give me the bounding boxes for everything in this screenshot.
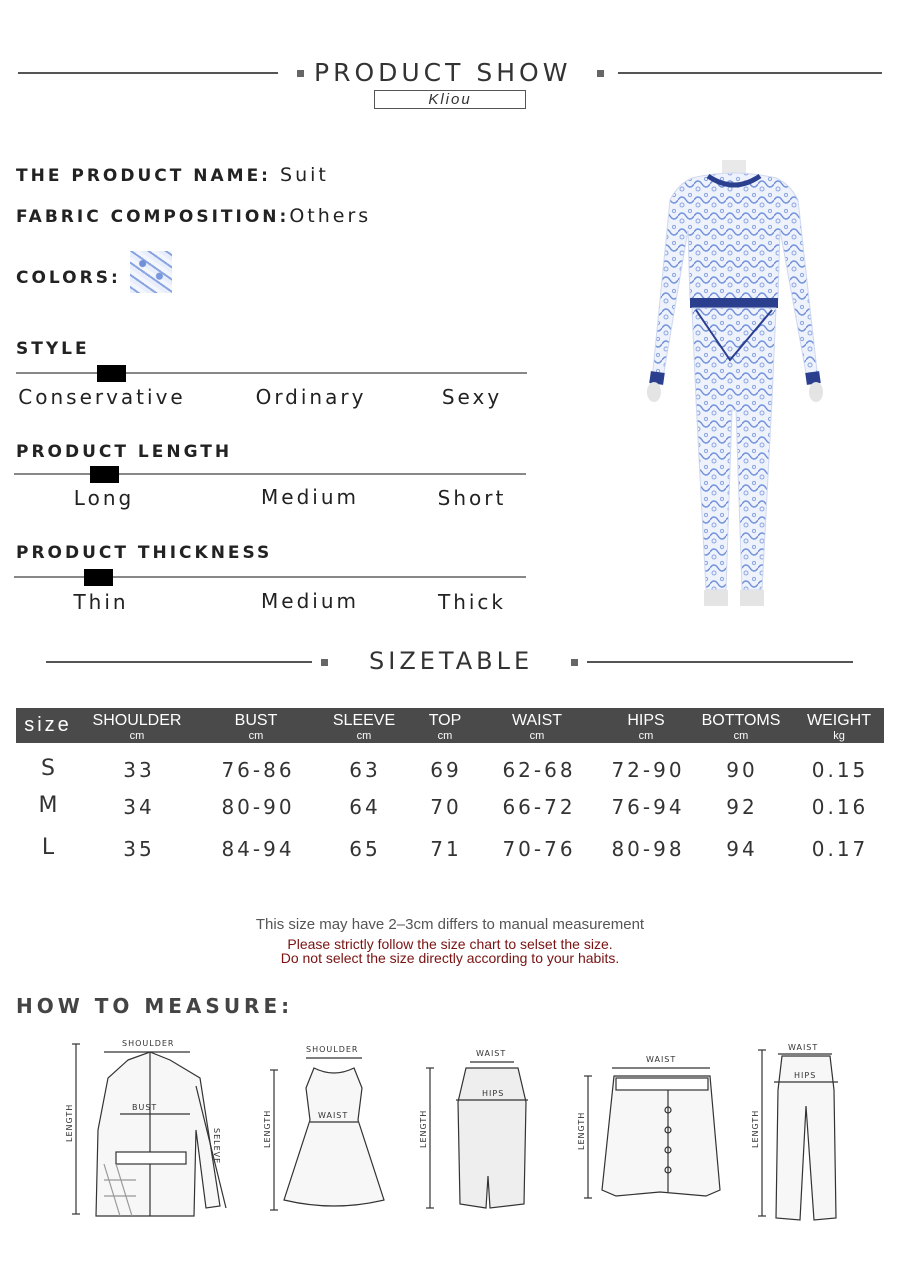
label-pants-hips: HIPS: [794, 1071, 817, 1080]
cell-bust: 76-86: [221, 758, 295, 782]
cell-size: L: [41, 835, 55, 860]
header-rule-left: [18, 72, 278, 74]
cell-size: M: [38, 793, 58, 818]
cell-shoulder: 35: [123, 837, 155, 861]
product-photo: [630, 160, 840, 610]
style-scale-line: [16, 372, 527, 374]
color-swatch[interactable]: [130, 251, 172, 293]
sizetable-bullet-right: [571, 659, 578, 666]
header-bullet-right: [597, 70, 604, 77]
label-skirt-length: LENGTH: [419, 1109, 428, 1148]
size-table-header: [16, 708, 884, 743]
header-weight: WEIGHT kg: [807, 712, 871, 742]
label-dress-waist: WAIST: [318, 1111, 349, 1120]
cell-sleeve: 65: [349, 837, 381, 861]
label-jacket-sleeve: SELEVE: [212, 1128, 221, 1165]
size-warning-2: Do not select the size directly according to your habits.: [280, 950, 620, 966]
fabric-label: FABRIC COMPOSITION:: [16, 207, 290, 227]
cell-shoulder: 34: [123, 795, 155, 819]
thickness-option-thick: Thick: [437, 590, 507, 614]
label-dress-shoulder: SHOULDER: [306, 1045, 359, 1054]
label-jacket-shoulder: SHOULDER: [122, 1039, 175, 1048]
sizetable-rule-left: [46, 661, 312, 663]
header-bottoms: BOTTOMS cm: [701, 712, 781, 742]
header-top: TOP cm: [428, 712, 462, 742]
length-option-medium: Medium: [261, 485, 359, 509]
header-bust: BUST cm: [234, 712, 278, 742]
length-title: PRODUCT LENGTH: [16, 442, 233, 462]
cell-shoulder: 33: [123, 758, 155, 782]
thickness-title: PRODUCT THICKNESS: [16, 543, 273, 563]
sizetable-title: SIZETABLE: [369, 647, 534, 675]
style-option-conservative: Conservative: [18, 385, 186, 409]
style-option-sexy: Sexy: [441, 385, 503, 409]
size-note: This size may have 2–3cm differs to manual measurement: [255, 916, 645, 933]
header-hips: HIPS cm: [627, 712, 665, 742]
cell-sleeve: 63: [349, 758, 381, 782]
cell-weight: 0.16: [811, 795, 869, 819]
label-shorts-length: LENGTH: [577, 1111, 586, 1150]
how-to-measure-title: HOW TO MEASURE:: [16, 994, 294, 1018]
jacket-diagram: [72, 1044, 226, 1216]
header-shoulder: SHOULDER cm: [92, 712, 182, 742]
cell-bottoms: 92: [726, 795, 758, 819]
cell-waist: 62-68: [502, 758, 576, 782]
dress-diagram: [270, 1058, 384, 1210]
header-rule-right: [618, 72, 882, 74]
thickness-option-medium: Medium: [261, 589, 359, 613]
length-option-short: Short: [437, 486, 507, 510]
cell-bottoms: 90: [726, 758, 758, 782]
cell-waist: 70-76: [502, 837, 576, 861]
label-dress-length: LENGTH: [263, 1109, 272, 1148]
colors-row: [16, 266, 121, 288]
thickness-marker: [84, 569, 113, 586]
header-waist: WAIST cm: [511, 712, 563, 742]
label-skirt-waist: WAIST: [476, 1049, 507, 1058]
colors-label: COLORS:: [16, 268, 121, 288]
skirt-diagram: [426, 1062, 528, 1208]
cell-bottoms: 94: [726, 837, 758, 861]
cell-bust: 84-94: [221, 837, 295, 861]
label-pants-waist: WAIST: [788, 1043, 819, 1052]
style-title: STYLE: [16, 339, 90, 359]
cell-top: 70: [430, 795, 462, 819]
page-title: PRODUCT SHOW: [314, 58, 572, 87]
header-bullet-left: [297, 70, 304, 77]
cell-bust: 80-90: [221, 795, 295, 819]
cell-hips: 76-94: [611, 795, 685, 819]
cell-hips: 72-90: [611, 758, 685, 782]
sizetable-rule-right: [587, 661, 853, 663]
label-pants-length: LENGTH: [751, 1109, 760, 1148]
shorts-diagram: [584, 1068, 720, 1198]
cell-weight: 0.17: [811, 837, 869, 861]
product-name-row: [16, 164, 329, 186]
cell-top: 69: [430, 758, 462, 782]
cell-top: 71: [430, 837, 462, 861]
thickness-option-thin: Thin: [73, 590, 129, 614]
measure-diagrams: [0, 1030, 900, 1230]
style-option-ordinary: Ordinary: [255, 385, 367, 409]
product-name-value: Suit: [280, 164, 329, 186]
header-size: size: [24, 714, 72, 736]
sizetable-bullet-left: [321, 659, 328, 666]
size-warning-1: Please strictly follow the size chart to selset the size.: [287, 936, 613, 952]
brand-label: Kliou: [374, 90, 526, 109]
cell-size: S: [41, 756, 55, 781]
product-name-label: THE PRODUCT NAME:: [16, 166, 271, 186]
length-option-long: Long: [73, 486, 135, 510]
length-marker: [90, 466, 119, 483]
label-shorts-waist: WAIST: [646, 1055, 677, 1064]
cell-sleeve: 64: [349, 795, 381, 819]
fabric-row: [16, 205, 371, 227]
cell-weight: 0.15: [811, 758, 869, 782]
cell-waist: 66-72: [502, 795, 576, 819]
label-jacket-length: LENGTH: [65, 1103, 74, 1142]
style-marker: [97, 365, 126, 382]
header-sleeve: SLEEVE cm: [332, 712, 396, 742]
label-skirt-hips: HIPS: [482, 1089, 505, 1098]
cell-hips: 80-98: [611, 837, 685, 861]
fabric-value: Others: [289, 205, 372, 227]
label-jacket-bust: BUST: [132, 1103, 158, 1112]
